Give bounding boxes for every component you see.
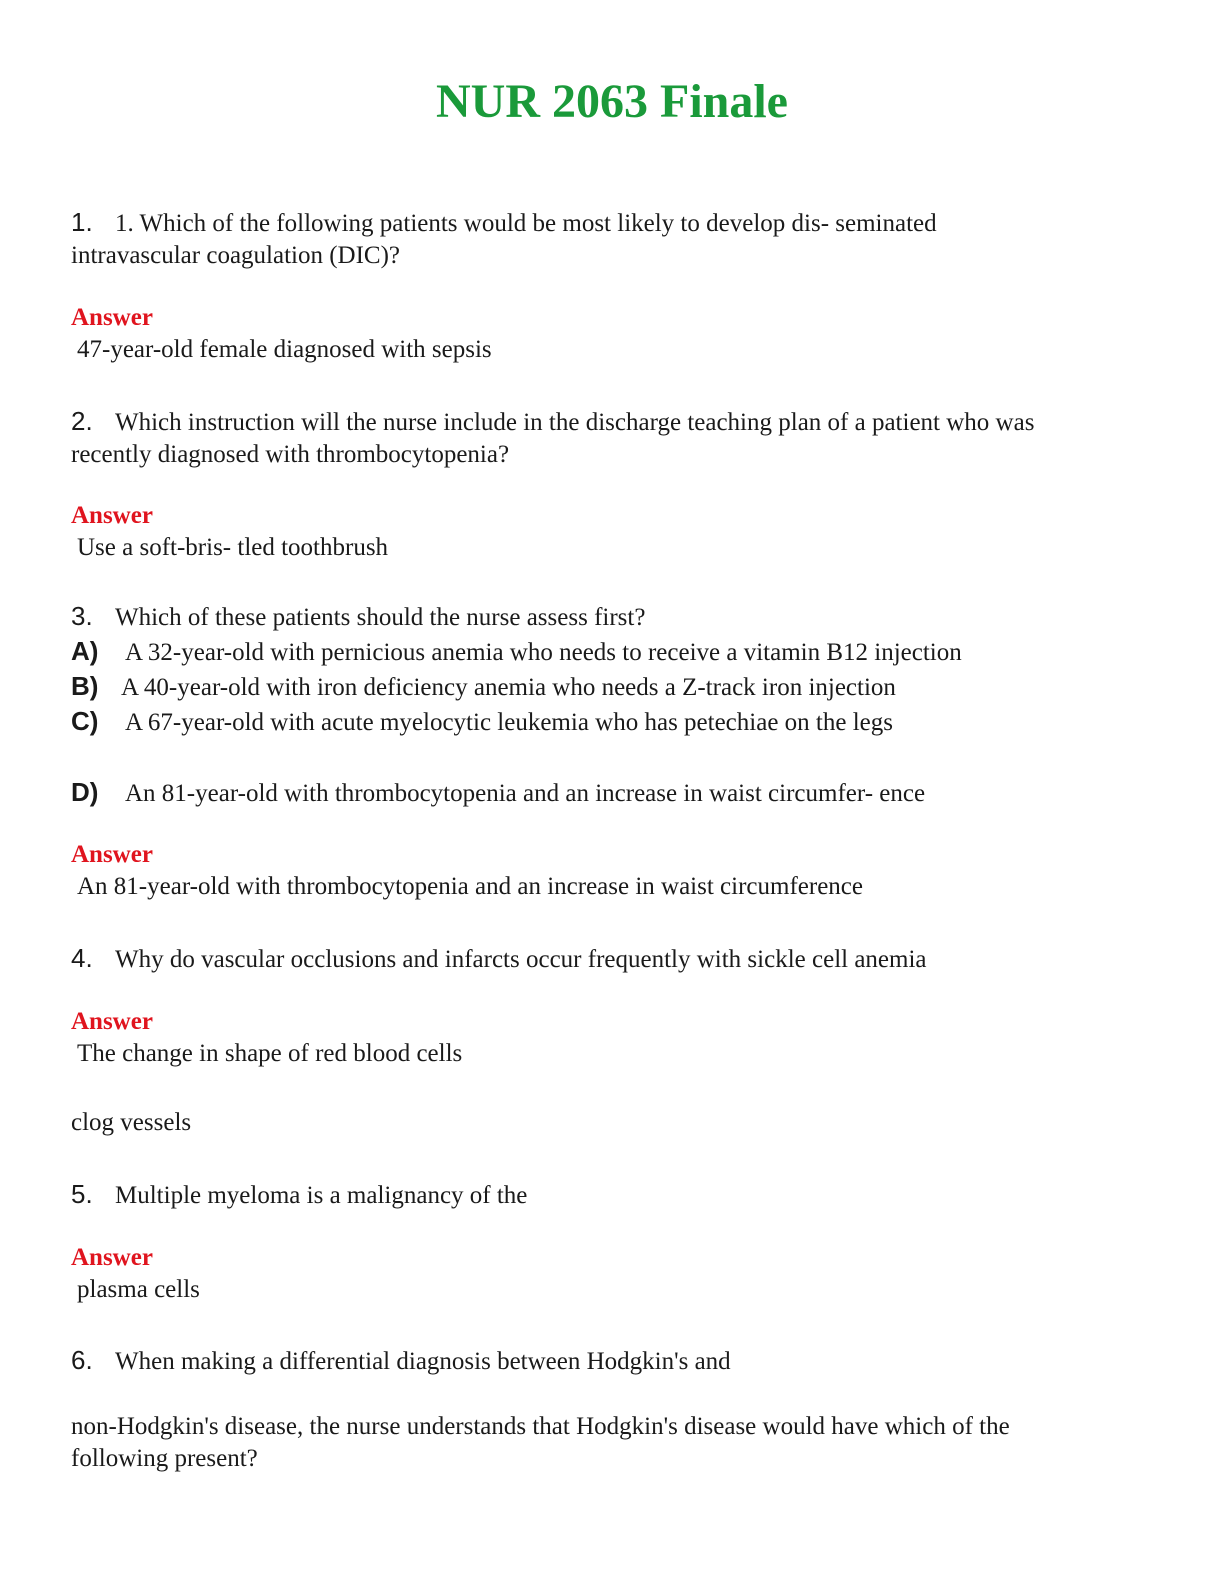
answer-text: clog vessels [71,1109,192,1136]
question-1 [71,206,1151,272]
option-text: A 32-year-old with pernicious anemia who needs to receive a vitamin B12 injection [125,639,962,666]
question-6-continued [71,1411,1151,1475]
option-letter: D) [71,777,99,807]
answer-text: An 81-year-old with thrombocytopenia and an increase in waist circumference [77,873,863,900]
question-number: 6. [71,1345,93,1375]
answer-label: Answer [71,1008,153,1035]
question-2 [71,405,1151,471]
question-number: 5. [71,1179,93,1209]
option-text: A 67-year-old with acute myelocytic leukemia who has petechiae on the legs [125,709,893,736]
question-text: When making a differential diagnosis between Hodgkin's and [115,1348,731,1375]
option-text: A 40-year-old with iron deficiency anemia who needs a Z-track iron injection [121,674,896,701]
answer-text: plasma cells [77,1276,200,1303]
option-text: An 81-year-old with thrombocytopenia and an increase in waist circumfer- ence [125,780,926,807]
option-d [71,776,1151,810]
answer-label: Answer [71,502,153,529]
answer-label: Answer [71,1244,153,1271]
option-letter: A) [71,636,99,666]
question-5 [71,1178,1151,1212]
option-c [71,705,1151,739]
option-letter: B) [71,671,99,701]
answer-3 [71,839,1151,903]
question-number: 2. [71,406,93,436]
option-b [71,670,1151,704]
answer-1 [71,302,1151,366]
option-letter: C) [71,706,99,736]
answer-label: Answer [71,304,153,331]
question-text-continued: non-Hodgkin's disease, the nurse understands that Hodgkin's disease would have which of the [71,1413,1010,1440]
answer-4 [71,1006,1151,1070]
question-text: Why do vascular occlusions and infarcts occur frequently with sickle cell anemia [115,946,927,973]
answer-2 [71,500,1151,564]
question-number: 4. [71,943,93,973]
question-text: Which instruction will the nurse include in the discharge teaching plan of a patient who was [115,409,1035,436]
question-4 [71,942,1151,976]
question-text-continued: intravascular coagulation (DIC)? [71,242,401,269]
option-a [71,635,1151,669]
answer-5 [71,1242,1151,1306]
question-6 [71,1344,1151,1378]
question-text: Which of these patients should the nurse assess first? [115,604,646,631]
answer-text: Use a soft-bris- tled toothbrush [77,534,389,561]
answer-text: 47-year-old female diagnosed with sepsis [77,336,492,363]
question-text: 1. Which of the following patients would be most likely to develop dis- seminated [115,210,937,237]
question-text-continued: recently diagnosed with thrombocytopenia? [71,441,510,468]
question-3 [71,600,1151,634]
answer-label: Answer [71,841,153,868]
question-number: 1. [71,207,93,237]
question-number: 3. [71,601,93,631]
answer-4-continued [71,1107,1151,1139]
question-text: Multiple myeloma is a malignancy of the [115,1182,528,1209]
answer-text: The change in shape of red blood cells [77,1040,463,1067]
document-title: NUR 2063 Finale [436,75,788,128]
question-text-continued: following present? [71,1445,258,1472]
